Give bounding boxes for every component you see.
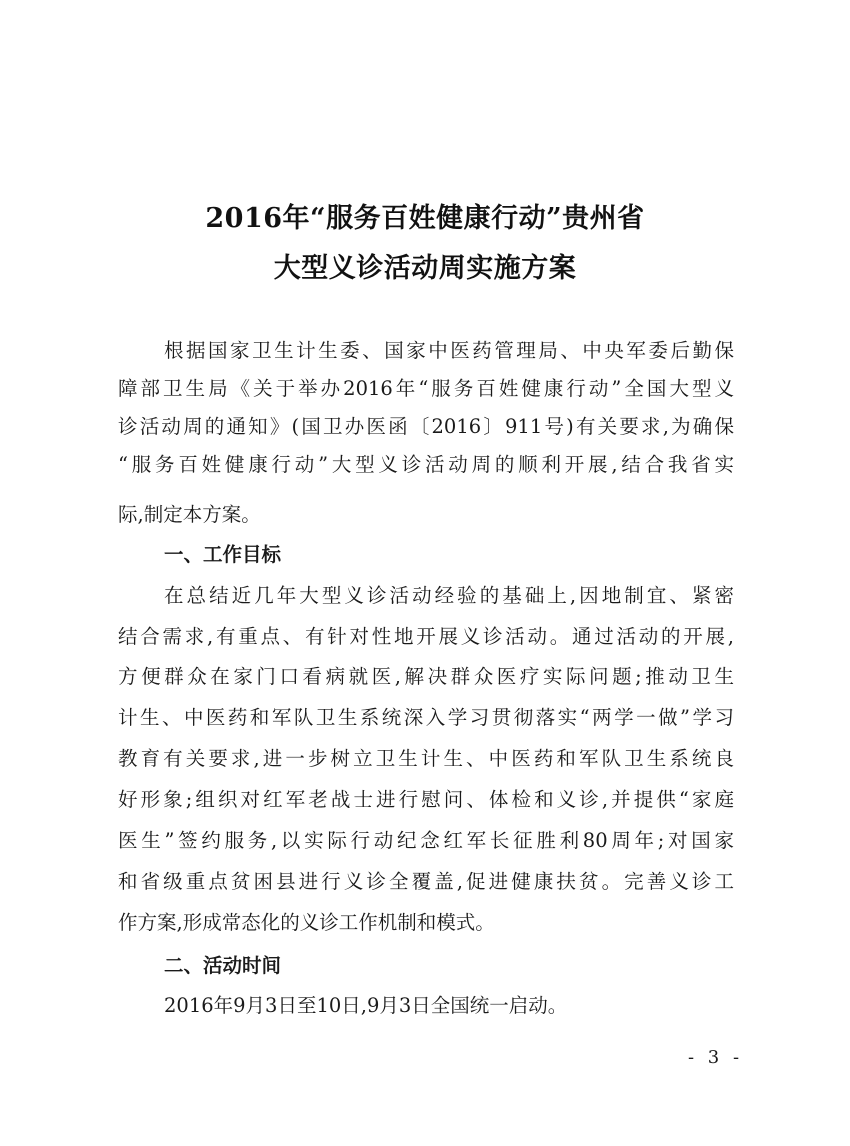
document-title-line-2: 大型义诊活动周实施方案: [273, 253, 577, 284]
paragraph-line: 方便群众在家门口看病就医,解决群众医疗实际问题;推动卫生: [118, 665, 734, 688]
paragraph-line: “服务百姓健康行动”大型义诊活动周的顺利开展,结合我省实: [118, 453, 734, 476]
paragraph-line: 在总结近几年大型义诊活动经验的基础上,因地制宜、紧密: [164, 584, 734, 607]
page-number: - 3 -: [688, 1047, 744, 1068]
paragraph-line: 根据国家卫生计生委、国家中医药管理局、中央军委后勤保: [164, 339, 734, 362]
paragraph-line: 2016年9月3日至10日,9月3日全国统一启动。: [164, 994, 568, 1017]
paragraph-line: 计生、中医药和军队卫生系统深入学习贯彻落实“两学一做”学习: [118, 706, 734, 729]
paragraph-line: 诊活动周的通知》(国卫办医函〔2016〕911号)有关要求,为确保: [118, 415, 734, 438]
paragraph-line: 障部卫生局《关于举办2016年“服务百姓健康行动”全国大型义: [118, 377, 734, 400]
section-heading-goals: 一、工作目标: [164, 543, 282, 566]
paragraph-line: 作方案,形成常态化的义诊工作机制和模式。: [118, 911, 495, 934]
section-heading-time: 二、活动时间: [164, 954, 282, 977]
document-title-line-1: 2016年“服务百姓健康行动”贵州省: [205, 203, 645, 234]
paragraph-line: 结合需求,有重点、有针对性地开展义诊活动。通过活动的开展,: [118, 625, 734, 648]
paragraph-line: 和省级重点贫困县进行义诊全覆盖,促进健康扶贫。完善义诊工: [118, 870, 734, 893]
paragraph-line: 教育有关要求,进一步树立卫生计生、中医药和军队卫生系统良: [118, 747, 734, 770]
paragraph-line: 际,制定本方案。: [118, 503, 261, 526]
paragraph-line: 好形象;组织对红军老战士进行慰问、体检和义诊,并提供“家庭: [118, 788, 734, 811]
paragraph-line: 医生”签约服务,以实际行动纪念红军长征胜利80周年;对国家: [118, 829, 734, 852]
